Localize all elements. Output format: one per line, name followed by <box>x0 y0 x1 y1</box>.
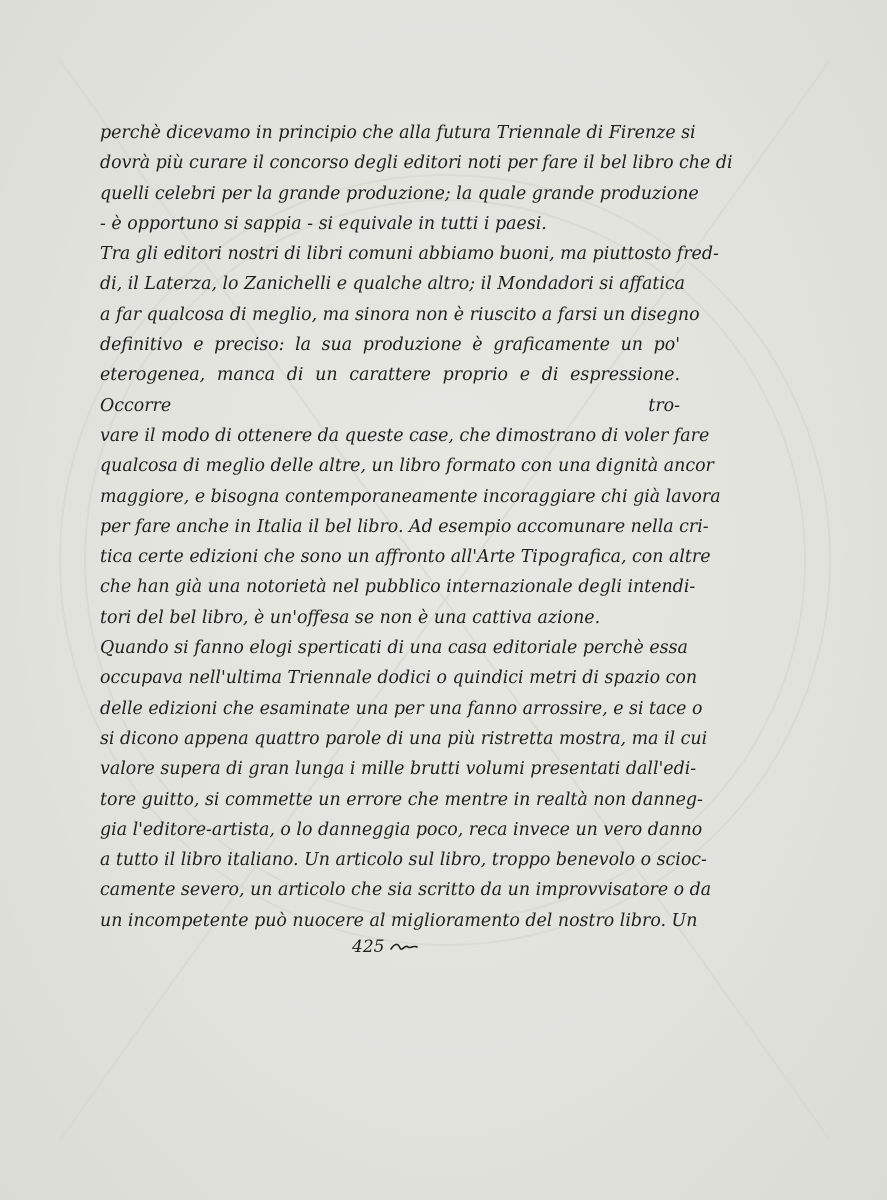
text-line: vare il modo di ottenere da queste case, che dimostrano di voler fare <box>100 425 710 446</box>
text-line: qualcosa di meglio delle altre, un libro formato con una dignità ancor <box>100 456 714 477</box>
text-line: a far qualcosa di meglio, ma sinora non è riuscito a farsi un disegno <box>100 304 700 325</box>
text-line: tica certe edizioni che sono un affronto all'Arte Tipografica, con altre <box>100 547 711 568</box>
text-line: valore supera di gran lunga i mille brutti volumi presentati dall'edi- <box>100 759 697 780</box>
text-line: dovrà più curare il concorso degli editori noti per fare il bel libro che di <box>100 153 733 174</box>
page-number <box>352 937 418 957</box>
text-line: quelli celebri per la grande produzione; la quale grande produzione <box>100 183 699 204</box>
text-line: gia l'editore-artista, o lo danneggia poco, reca invece un vero danno <box>100 819 703 840</box>
text-line: occupava nell'ultima Triennale dodici o quindici metri di spazio con <box>100 668 698 689</box>
body-text <box>100 118 733 936</box>
text-line: Tra gli editori nostri di libri comuni abbiamo buoni, ma piuttosto fred- <box>100 244 719 265</box>
swash-ornament-icon <box>390 941 418 953</box>
text-line: di, il Laterza, lo Zanichelli e qualche altro; il Mondadori si affatica <box>100 274 686 295</box>
text-line: - è opportuno si sappia - si equivale in tutti i paesi. <box>100 213 547 234</box>
text-line: Quando si fanno elogi sperticati di una casa editoriale perchè essa <box>100 638 688 659</box>
text-line: tori del bel libro, è un'offesa se non è una cattiva azione. <box>100 607 601 628</box>
text-line: definitivo e preciso: la sua produzione è graficamente un po' eterogenea, manca di un carattere proprio e di espressione. Occorre tro- <box>100 335 680 416</box>
text-line: si dicono appena quattro parole di una più ristretta mostra, ma il cui <box>100 728 708 749</box>
text-line: che han già una notorietà nel pubblico internazionale degli intendi- <box>100 577 696 598</box>
text-line: delle edizioni che esaminate una per una fanno arrossire, e si tace o <box>100 698 703 719</box>
text-line: a tutto il libro italiano. Un articolo sul libro, troppo benevolo o scioc- <box>100 850 707 871</box>
text-line: per fare anche in Italia il bel libro. Ad esempio accomunare nella cri- <box>100 516 709 537</box>
text-line: tore guitto, si commette un errore che mentre in realtà non danneg- <box>100 789 703 810</box>
text-line: maggiore, e bisogna contemporaneamente incoraggiare chi già lavora <box>100 486 721 507</box>
page-number-label: 425 <box>352 937 385 957</box>
text-line: perchè dicevamo in principio che alla futura Triennale di Firenze si <box>100 123 696 143</box>
text-line: un incompetente può nuocere al miglioramento del nostro libro. Un <box>100 910 698 931</box>
text-line: camente severo, un articolo che sia scritto da un improvvisatore o da <box>100 880 712 901</box>
